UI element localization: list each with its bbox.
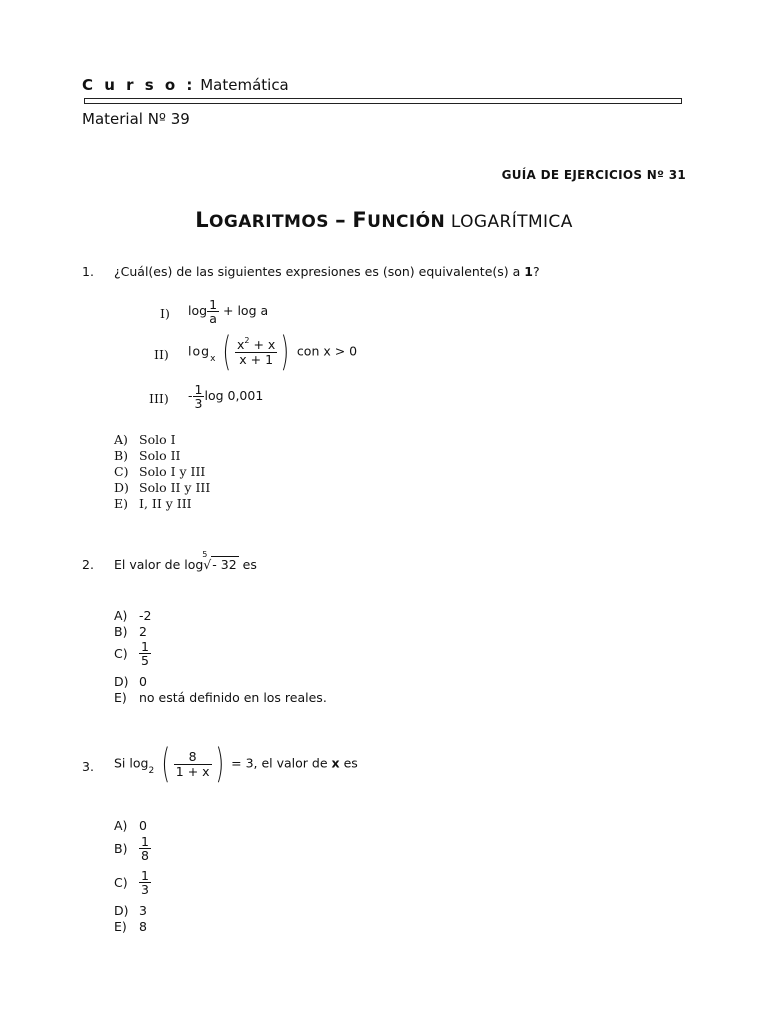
q1-option-a[interactable]: A) Solo I <box>114 432 176 447</box>
q2-option-e[interactable]: E) no está definido en los reales. <box>114 690 327 705</box>
question-1-text: ¿Cuál(es) de las siguientes expresiones es (son) equivalente(s) a 1? <box>114 264 540 279</box>
q1-item-i-expression: log $\frac{1}{a}$ + log a <box>188 297 269 327</box>
question-3-number: 3. <box>82 759 94 774</box>
q1-option-d[interactable]: D) Solo II y III <box>114 480 211 495</box>
guide-number: GUÍA DE EJERCICIOS Nº 31 <box>501 168 686 182</box>
q2-option-b[interactable]: B) 2 <box>114 624 147 639</box>
q1-item-iii-label: III) <box>149 391 169 406</box>
q3-option-b[interactable]: B) $\frac{1}{8}$ <box>114 834 149 864</box>
q1-option-c[interactable]: C) Solo I y III <box>114 464 206 479</box>
header-rule <box>84 98 682 104</box>
question-1-number: 1. <box>82 264 94 279</box>
q1-item-ii-label: II) <box>154 347 169 362</box>
question-3-text: Si $\log_2$ ( $\frac{8}{1 + x}$ ) = 3, el valor de x es <box>114 741 358 787</box>
q1-option-b[interactable]: B) Solo II <box>114 448 181 463</box>
q3-option-a[interactable]: A) 0 <box>114 818 147 833</box>
q1-item-iii-expression: - $\frac{1}{3}$ log 0,001 <box>188 382 264 412</box>
course-line <box>82 76 289 94</box>
q2-option-a[interactable]: A) -2 <box>114 608 152 623</box>
material-number: Material Nº 39 <box>82 110 190 128</box>
q1-item-ii-expression: $\log_x$ ( $\frac{x^2 + x}{x + 1}$ ) con x > 0 <box>188 329 358 375</box>
q2-option-d[interactable]: D) 0 <box>114 674 147 689</box>
course-value: Matemática <box>200 76 289 94</box>
question-2-number: 2. <box>82 557 94 572</box>
course-label: C u r s o : <box>82 76 196 94</box>
q3-option-e[interactable]: E) 8 <box>114 919 147 934</box>
q3-option-d[interactable]: D) 3 <box>114 903 147 918</box>
question-2-text: El valor de log 5 √- 32 es <box>114 550 257 572</box>
q2-option-c[interactable]: C) $\frac{1}{5}$ <box>114 639 149 669</box>
q1-item-i-label: I) <box>160 306 170 321</box>
q3-option-c[interactable]: C) $\frac{1}{3}$ <box>114 868 149 898</box>
q1-option-e[interactable]: E) I, II y III <box>114 496 192 511</box>
page-title: LOGARITMOS – FUNCIÓN LOGARÍTMICA <box>195 208 573 232</box>
